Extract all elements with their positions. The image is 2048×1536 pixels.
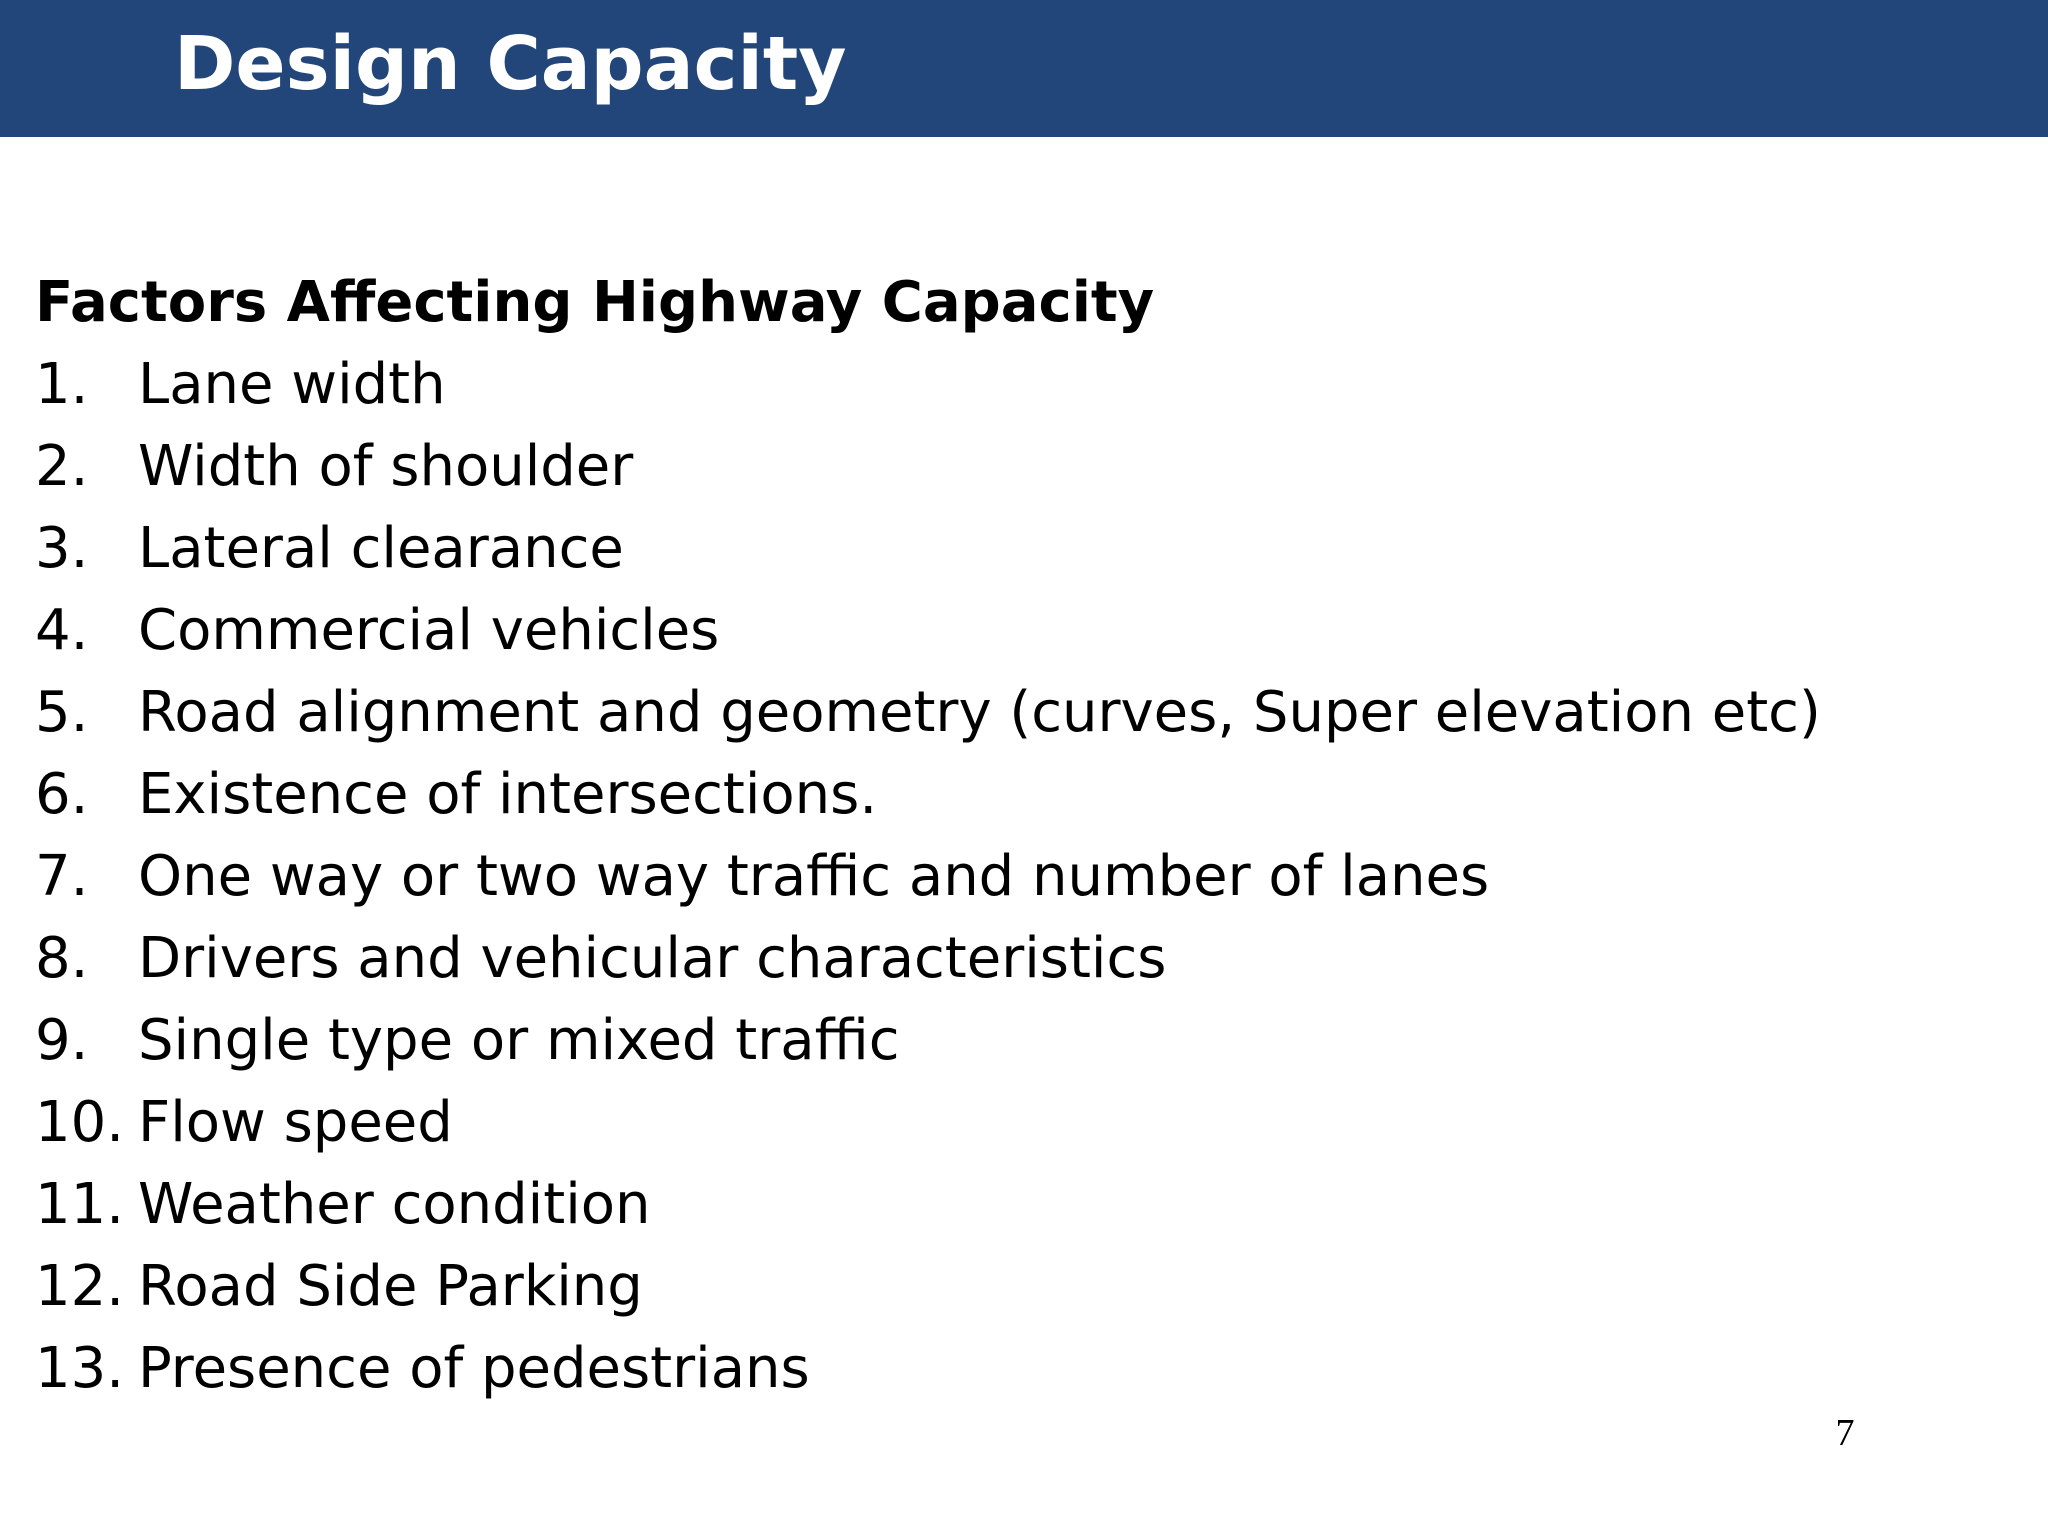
list-item-number: 5.	[35, 680, 89, 745]
list-item-number: 7.	[35, 844, 89, 909]
slide-title: Design Capacity	[174, 21, 847, 107]
list-item-number: 13.	[35, 1336, 125, 1401]
list-item-text: Presence of pedestrians	[138, 1336, 810, 1401]
list-item	[35, 1328, 2015, 1410]
list-item-number: 3.	[35, 516, 89, 581]
list-item-number: 11.	[35, 1172, 125, 1237]
list-item-number: 1.	[35, 352, 89, 417]
list-item	[35, 836, 2015, 918]
list-item-text: Single type or mixed traffic	[138, 1008, 900, 1073]
list-item	[35, 508, 2015, 590]
list-item-number: 4.	[35, 598, 89, 663]
list-item	[35, 918, 2015, 1000]
list-item-number: 6.	[35, 762, 89, 827]
list-item-number: 12.	[35, 1254, 125, 1319]
list-item-number: 8.	[35, 926, 89, 991]
list-item	[35, 1246, 2015, 1328]
list-item-number: 10.	[35, 1090, 125, 1155]
list-item-text: Flow speed	[138, 1090, 453, 1155]
list-item-text: Drivers and vehicular characteristics	[138, 926, 1167, 991]
list-item-text: One way or two way traffic and number of lanes	[138, 844, 1490, 909]
list-item	[35, 344, 2015, 426]
list-item	[35, 1164, 2015, 1246]
list-item	[35, 1082, 2015, 1164]
page-number: 7	[1835, 1412, 1855, 1454]
list-item-text: Lane width	[138, 352, 446, 417]
list-item-text: Lateral clearance	[138, 516, 624, 581]
title-bar	[0, 0, 2048, 137]
factor-list	[35, 344, 2015, 1410]
list-item-text: Weather condition	[138, 1172, 651, 1237]
list-heading: Factors Affecting Highway Capacity	[35, 270, 1155, 335]
slide-content	[35, 262, 2015, 1410]
list-item-number: 9.	[35, 1008, 89, 1073]
list-item-text: Commercial vehicles	[138, 598, 720, 663]
list-item	[35, 426, 2015, 508]
list-item-number: 2.	[35, 434, 89, 499]
list-item-text: Road alignment and geometry (curves, Super elevation etc)	[138, 680, 1821, 745]
list-item-text: Existence of intersections.	[138, 762, 878, 827]
list-item	[35, 1000, 2015, 1082]
list-item	[35, 754, 2015, 836]
list-item	[35, 590, 2015, 672]
list-item-text: Road Side Parking	[138, 1254, 643, 1319]
list-item-text: Width of shoulder	[138, 434, 634, 499]
list-item	[35, 672, 2015, 754]
